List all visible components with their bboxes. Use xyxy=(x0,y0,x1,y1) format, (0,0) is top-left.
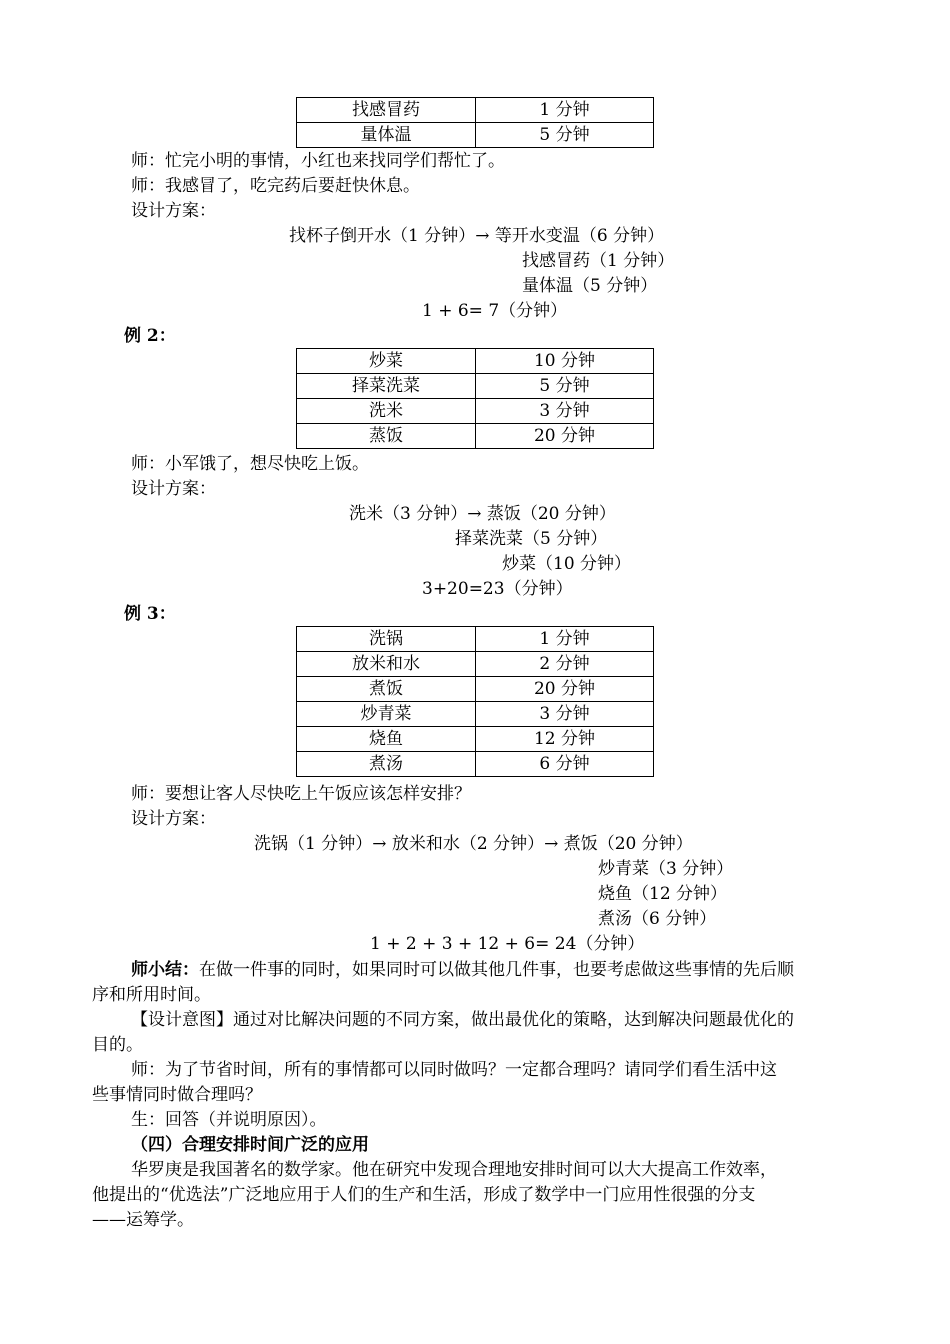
table-row xyxy=(297,349,654,374)
design-intent-1: 【设计意图】通过对比解决问题的不同方案，做出最优化的策略，达到解决问题最优化的 xyxy=(131,1010,794,1030)
table-lunch-tasks xyxy=(296,626,654,777)
time-cell: 1 分钟 xyxy=(476,627,654,652)
design3-formula: 1 + 2 + 3 + 12 + 6= 24（分钟） xyxy=(370,934,645,954)
task-cell: 洗米 xyxy=(297,399,476,424)
design3-line1: 洗锅（1 分钟）→ 放米和水（2 分钟）→ 煮饭（20 分钟） xyxy=(254,834,693,854)
closing-text-2: 他提出的“优选法”广泛地应用于人们的生产和生活，形成了数学中一门应用性很强的分支 xyxy=(92,1185,756,1205)
summary-text-1: 在做一件事的同时，如果同时可以做其他几件事，也要考虑做这些事情的先后顺 xyxy=(199,960,794,980)
example-3-heading: 例 3： xyxy=(124,604,176,624)
design1-line3: 量体温（5 分钟） xyxy=(522,276,658,296)
time-cell: 10 分钟 xyxy=(476,349,654,374)
design-intent-2: 目的。 xyxy=(92,1035,143,1055)
table-row xyxy=(297,652,654,677)
question-text-2: 些事情同时做合理吗？ xyxy=(92,1085,262,1105)
design2-line3: 炒菜（10 分钟） xyxy=(502,554,632,574)
time-cell: 20 分钟 xyxy=(476,677,654,702)
table-row xyxy=(297,424,654,449)
task-cell: 煮饭 xyxy=(297,677,476,702)
task-cell: 烧鱼 xyxy=(297,727,476,752)
table-row xyxy=(297,123,654,148)
task-cell: 放米和水 xyxy=(297,652,476,677)
closing-text-1: 华罗庚是我国著名的数学家。他在研究中发现合理地安排时间可以大大提高工作效率， xyxy=(131,1160,777,1180)
example-2-heading: 例 2： xyxy=(124,326,176,346)
section-4-heading: （四）合理安排时间广泛的应用 xyxy=(131,1135,369,1155)
design1-line2: 找感冒药（1 分钟） xyxy=(522,251,675,271)
teacher-line-1: 师：忙完小明的事情，小红也来找同学们帮忙了。 xyxy=(131,151,505,171)
table-row xyxy=(297,627,654,652)
closing-text-3: ——运筹学。 xyxy=(92,1210,194,1230)
task-cell: 找感冒药 xyxy=(297,98,476,123)
design2-line1: 洗米（3 分钟）→ 蒸饭（20 分钟） xyxy=(349,504,616,524)
design1-line1: 找杯子倒开水（1 分钟）→ 等开水变温（6 分钟） xyxy=(289,226,665,246)
design3-line3: 烧鱼（12 分钟） xyxy=(598,884,728,904)
table-row xyxy=(297,702,654,727)
task-cell: 炒青菜 xyxy=(297,702,476,727)
student-answer: 生：回答（并说明原因）。 xyxy=(131,1110,327,1130)
table-cold-tasks xyxy=(296,97,654,148)
task-cell: 择菜洗菜 xyxy=(297,374,476,399)
teacher-line-4: 师：要想让客人尽快吃上午饭应该怎样安排？ xyxy=(131,784,471,804)
design2-line2: 择菜洗菜（5 分钟） xyxy=(455,529,608,549)
table-row xyxy=(297,727,654,752)
task-cell: 洗锅 xyxy=(297,627,476,652)
design3-line4: 煮汤（6 分钟） xyxy=(598,909,717,929)
summary-label: 师小结： xyxy=(131,960,199,980)
time-cell: 5 分钟 xyxy=(476,123,654,148)
summary-text-2: 序和所用时间。 xyxy=(92,985,211,1005)
summary-paragraph xyxy=(131,958,794,982)
task-cell: 煮汤 xyxy=(297,752,476,777)
time-cell: 12 分钟 xyxy=(476,727,654,752)
task-cell: 量体温 xyxy=(297,123,476,148)
teacher-line-3: 师：小军饿了，想尽快吃上饭。 xyxy=(131,454,369,474)
time-cell: 3 分钟 xyxy=(476,702,654,727)
design-label-2: 设计方案： xyxy=(131,479,216,499)
table-row xyxy=(297,98,654,123)
time-cell: 1 分钟 xyxy=(476,98,654,123)
design1-formula: 1 + 6= 7（分钟） xyxy=(422,301,568,321)
table-row xyxy=(297,752,654,777)
table-row xyxy=(297,374,654,399)
teacher-line-2: 师：我感冒了，吃完药后要赶快休息。 xyxy=(131,176,420,196)
table-row xyxy=(297,677,654,702)
time-cell: 6 分钟 xyxy=(476,752,654,777)
table-meal-tasks xyxy=(296,348,654,449)
task-cell: 炒菜 xyxy=(297,349,476,374)
design2-formula: 3+20=23（分钟） xyxy=(422,579,573,599)
table-row xyxy=(297,399,654,424)
design3-line2: 炒青菜（3 分钟） xyxy=(598,859,734,879)
time-cell: 5 分钟 xyxy=(476,374,654,399)
design-label-1: 设计方案： xyxy=(131,201,216,221)
design-label-3: 设计方案： xyxy=(131,809,216,829)
time-cell: 2 分钟 xyxy=(476,652,654,677)
time-cell: 3 分钟 xyxy=(476,399,654,424)
task-cell: 蒸饭 xyxy=(297,424,476,449)
question-text-1: 师：为了节省时间，所有的事情都可以同时做吗？一定都合理吗？请同学们看生活中这 xyxy=(131,1060,777,1080)
time-cell: 20 分钟 xyxy=(476,424,654,449)
